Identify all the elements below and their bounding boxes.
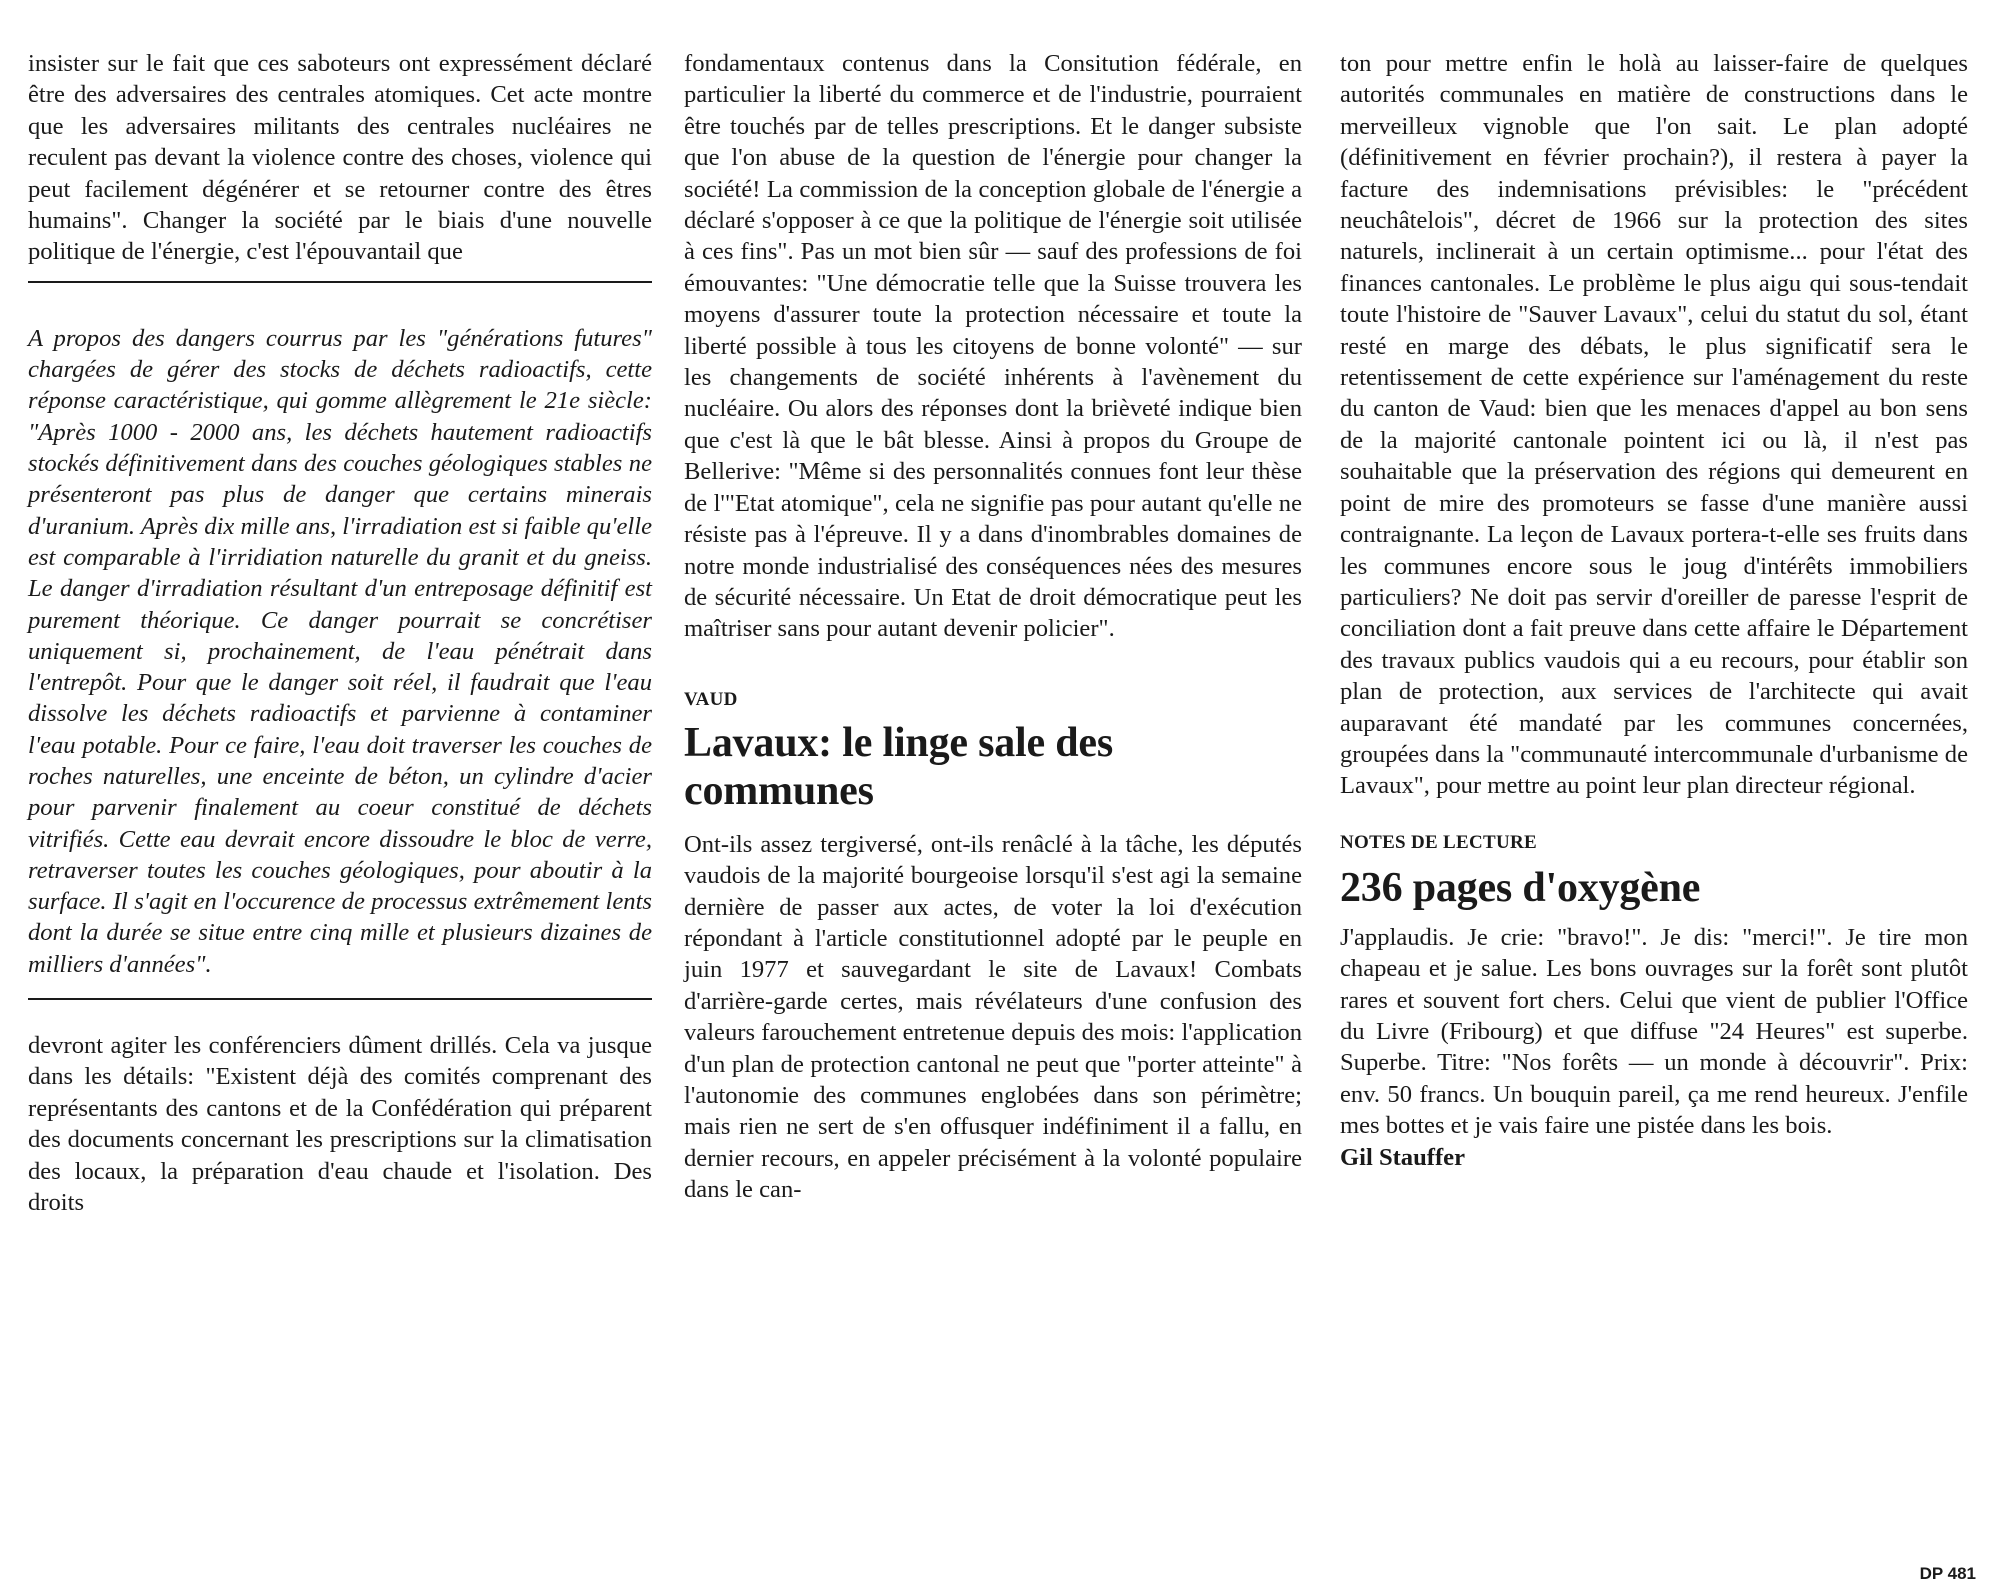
column-1-text-top: insister sur le fait que ces saboteurs ont expressément déclaré être des adversaires des centrales atomiques. Cet acte montre que les adversaires militants des centrales nucléaires ne reculent pas devant la violence contre des choses, violence qui peut facilement dégénérer et se retourner contre des êtres humains". Changer la société par le biais d'une nouvelle politique de l'énergie, c'est l'épouvantail que	[28, 50, 652, 266]
divider-rule	[28, 281, 652, 283]
page-folio: DP 481	[1919, 1564, 1976, 1583]
column-1	[28, 48, 652, 1219]
column-2-text-top: fondamentaux contenus dans la Consitution fédérale, en particulier la liberté du commerce et de l'industrie, pourraient être touchés par de telles prescriptions. Et le danger subsiste que l'on abuse de la question de l'énergie pour changer la société! La commission de la conception globale de l'énergie a déclaré s'opposer à ce que la politique de l'énergie soit utilisée à ces fins". Pas un mot bien sûr — sauf des professions de foi émouvantes: "Une démocratie telle que la Suisse trouvera les moyens d'assurer toute la protection nécessaire et toute la liberté possible à tous les citoyens de bonne volonté" — sur les changements de société inhérents à l'avènement du nucléaire. Ou alors des réponses dont la brièveté indique bien que c'est là que le bât blesse. Ainsi à propos du Groupe de Bellerive: "Même si des personnalités connues font leur thèse de l'"Etat atomique", cela ne signifie pas pour autant qu'elle ne résiste pas à l'épreuve. Il y a dans d'inombrables domaines de notre monde industrialisé des conséquences nées des mesures de sécurité nécessaire. Un Etat de droit démocratique peut les maîtriser sans pour autant devenir policier".	[684, 50, 1302, 643]
column-1-text-bottom: devront agiter les conférenciers dûment drillés. Cela va jusque dans les détails: "Existent déjà des comités comprenant des représentants des cantons et de la Confédération qui préparent des documents concernant les prescriptions sur la climatisation des locaux, la préparation d'eau chaude et l'isolation. Des droits	[28, 1032, 652, 1217]
section-kicker-vaud: VAUD	[684, 688, 738, 710]
divider-rule	[28, 998, 652, 1000]
article-body-lavaux: Ont-ils assez tergiversé, ont-ils renâclé à la tâche, les députés vaudois de la majorité bourgeoise lorsqu'il s'est agi la semaine dernière de passer aux actes, de voter la loi d'exécution répondant à l'article constitutionnel adopté par le peuple en juin 1977 et sauvegardant le site de Lavaux! Combats d'arrière-garde certes, mais révélateurs d'une confusion des valeurs farouchement entretenue depuis des mois: l'application d'un plan de protection cantonal ne peut que "porter atteinte" à l'autonomie des communes englobées dans son périmètre; mais rien ne sert de s'en offusquer indéfiniment il a fallu, en dernier recours, en appeler précisément à la volonté populaire dans le can-	[684, 830, 1302, 1204]
author-signature: Gil Stauffer	[1340, 1143, 1465, 1171]
section-kicker-notes: NOTES DE LECTURE	[1340, 831, 1537, 853]
column-3-text-top: ton pour mettre enfin le holà au laisser-faire de quelques autorités communales en matière de constructions dans le merveilleux vignoble que l'on sait. Le plan adopté (définitivement en février prochain?), il restera à payer la facture des indemnisations prévisibles: le "précédent neuchâtelois", décret de 1966 sur la protection des sites naturels, inclinerait à un certain optimisme... pour l'état des finances cantonales. Le problème le plus aigu qui sous-tendait toute l'histoire de "Sauver Lavaux", celui du statut du sol, étant resté en marge des débats, le plus significatif sera le retentissement de cette expérience sur l'aménagement du reste du canton de Vaud: bien que les menaces d'appel au bon sens de la majorité cantonale pointent ici ou là, il n'est pas souhaitable que la préservation des régions qui demeurent en point de mire des promoteurs se fasse d'une manière aussi contraignante. La leçon de Lavaux portera-t-elle ses fruits dans les communes encore sous le joug d'intérêts immobiliers particuliers? Ne doit pas servir d'oreiller de paresse l'esprit de conciliation dont a fait preuve dans cette affaire le Département des travaux publics vaudois qui a eu recours, pour établir son plan de protection, aux services de l'architecte qui avait auparavant été mandaté par les communes concernées, groupées dans la "communauté intercommunale d'urbanisme de Lavaux", pour mettre au point leur plan directeur régional.	[1340, 50, 1968, 800]
article-headline-oxygene: 236 pages d'oxygène	[1340, 864, 1701, 911]
article-body-oxygene: J'applaudis. Je crie: "bravo!". Je dis: "merci!". Je tire mon chapeau et je salue. Les bons ouvrages sur la forêt sont plutôt rares et souvent fort chers. Celui que vient de publier l'Office du Livre (Fribourg) et que diffuse "24 Heures" est superbe. Superbe. Titre: "Nos forêts — un monde à découvrir". Prix: env. 50 francs. Un bouquin pareil, ça me rend heureux. J'enfile mes bottes et je vais faire une pistée dans les bois.	[1340, 923, 1968, 1140]
insert-quote-italic: A propos des dangers courrus par les "générations futures" chargées de gérer des stocks de déchets radioactifs, cette réponse caractéristique, qui gomme allègrement le 21e siècle: "Après 1000 - 2000 ans, les déchets hautement radioactifs stockés définitivement dans des couches géologiques stables ne présenteront pas plus de danger que certains minerais d'uranium. Après dix mille ans, l'irradiation est si faible qu'elle est comparable à l'irridiation naturelle du granit et du gneiss. Le danger d'irradiation résultant d'un entreposage définitif est purement théorique. Ce danger pourrait se concrétiser uniquement si, prochainement, de l'eau pénétrait dans l'entrepôt. Pour que le danger soit réel, il faudrait que l'eau dissolve les déchets radioactifs et parvienne à contaminer l'eau potable. Pour ce faire, l'eau doit traverser les couches de roches naturelles, une enceinte de béton, un cylindre d'acier pour parvenir finalement au coeur constitué de déchets vitrifiés. Cette eau devrait encore dissoudre le bloc de verre, retraverser toutes les couches géologiques, pour aboutir à la surface. Il s'agit en l'occurence de processus extrêmement lents dont la durée se situe entre cinq mille et plusieurs dizaines de milliers d'années".	[28, 324, 652, 978]
article-headline-lavaux: Lavaux: le linge sale des communes	[684, 719, 1114, 814]
column-2	[684, 48, 1302, 1206]
column-3	[1340, 48, 1968, 1173]
